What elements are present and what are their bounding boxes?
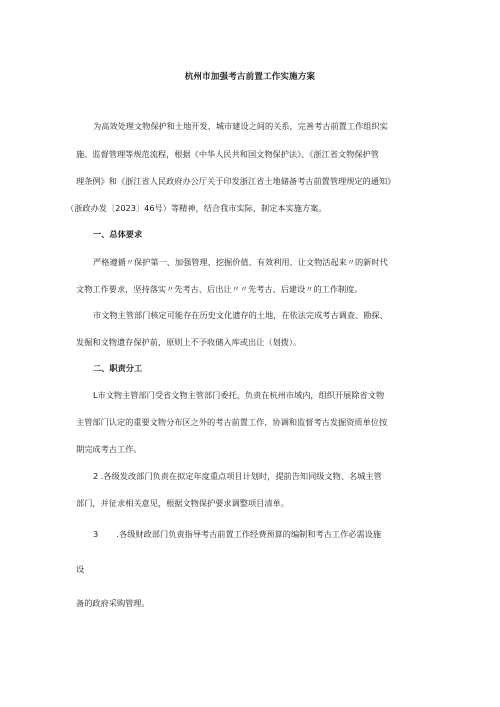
body-line: 设 (76, 564, 85, 574)
intro-line: 为高效处理文物保护和土地开发、城市建设之间的关系，完善考古前置工作组织实 (93, 121, 388, 131)
body-line: 部门，并征求相关意见，根据文物保护要求调整项目清单。 (76, 498, 289, 508)
body-line: L市文物主管部门受省文物主管部门委托，负责在杭州市域内，组织开展除省文物 (93, 390, 385, 400)
body-line: 备的政府采购管理。 (76, 598, 150, 608)
body-line: 市文物主管部门核定可能存在历史文化遗存的土地，在依法完成考古调查、勘探、 (93, 310, 388, 320)
intro-line: （浙政办发〔2023〕46号）等精神，结合我市实际，制定本实施方案。 (66, 203, 327, 213)
document-title: 杭州市加强考古前置工作实施方案 (184, 72, 316, 82)
body-line: 严格遵循〃保护第一、加强管理、挖掘价值、有效利用、让文物活起来〃的新时代 (93, 257, 388, 267)
body-line: 期完成考古工作。 (76, 444, 142, 454)
section-heading: 一、总体要求 (93, 229, 143, 239)
body-line: 发掘和文物遗存保护前，原则上不予收储入库或出让（划拨）。 (76, 337, 302, 347)
body-line: 2 .各级发改部门负责在拟定年度重点项目计划时，提前告知同级文物、名城主管 (93, 471, 382, 481)
body-line: 文物工作要求，坚持落实〃先考古、后出让〃〃先考古、后建设〃的工作制度。 (76, 284, 363, 294)
intro-line: 理条例》和《浙江省人民政府办公厅关于印发浙江省土地储备考古前置管理规定的通知》 (76, 176, 396, 186)
intro-line: 施、监督管理等规范流程，根据《中华人民共和国文物保护法》、《浙江省文物保护管 (76, 149, 379, 159)
section-heading: 二、职责分工 (93, 363, 143, 373)
body-line: 3 .各级财政部门负责指导考古前置工作经费预算的编制和考古工作必需设施 (93, 529, 382, 539)
body-line: 主管部门认定的重要文物分布区之外的考古前置工作，协调和监督考古发掘资质单位按 (76, 417, 388, 427)
